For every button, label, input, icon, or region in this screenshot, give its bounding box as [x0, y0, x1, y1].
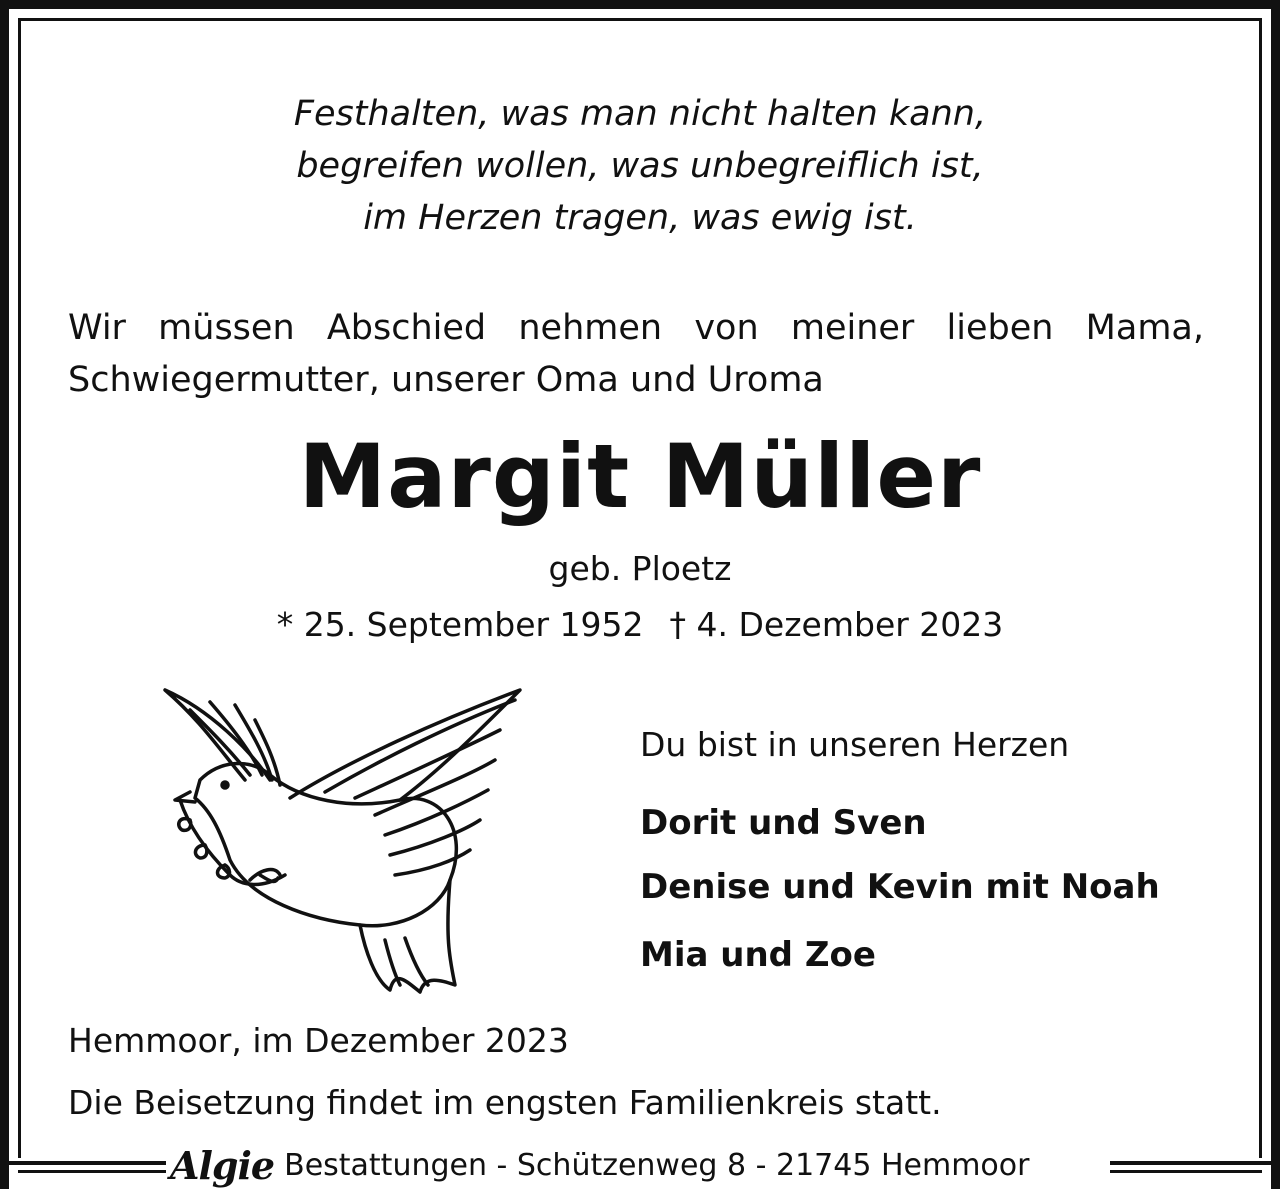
mourner-name: Dorit und Sven [640, 803, 927, 843]
place-date: Hemmoor, im Dezember 2023 [68, 1021, 569, 1060]
bottom-rule-left [0, 1161, 170, 1165]
poem-line: begreifen wollen, was unbegreiflich ist, [296, 146, 984, 186]
intro-line-1 [68, 302, 1204, 354]
dove-icon [150, 680, 530, 1000]
intro-word: meiner [790, 308, 915, 348]
intro-word: von [694, 308, 759, 348]
bottom-rule-left-thin [18, 1170, 170, 1173]
poem-line: Festhalten, was man nicht halten kann, [293, 94, 987, 134]
intro-text [68, 302, 1204, 406]
mourner-name: Denise und Kevin mit Noah [640, 867, 1160, 907]
deceased-name: Margit Müller [298, 425, 982, 528]
burial-note: Die Beisetzung findet im engsten Familienkreis statt. [68, 1083, 942, 1122]
bottom-rule-right-thin [1110, 1170, 1262, 1173]
poem-line: im Herzen tragen, was ewig ist. [363, 198, 917, 238]
intro-word: Wir [68, 308, 126, 348]
intro-word: Mama, [1085, 308, 1204, 348]
funeral-home-address: Bestattungen - Schützenweg 8 - 21745 Hemmoor [284, 1147, 1030, 1183]
intro-word: lieben [946, 308, 1054, 348]
funeral-home-logo: Algie [170, 1142, 275, 1188]
mourner-name: Mia und Zoe [640, 935, 876, 975]
mourners-subtitle: Du bist in unseren Herzen [640, 725, 1070, 764]
bottom-rule-right [1110, 1161, 1280, 1165]
intro-word: Abschied [326, 308, 487, 348]
poem [0, 88, 1280, 244]
funeral-home-footer [166, 1141, 1033, 1189]
birth-name: geb. Ploetz [548, 549, 732, 588]
life-dates [0, 600, 1280, 650]
death-date: † 4. Dezember 2023 [669, 605, 1004, 644]
intro-line-2: Schwiegermutter, unserer Oma und Uroma [68, 360, 824, 400]
birth-date: * 25. September 1952 [276, 605, 644, 644]
intro-word: müssen [158, 308, 295, 348]
intro-word: nehmen [518, 308, 663, 348]
